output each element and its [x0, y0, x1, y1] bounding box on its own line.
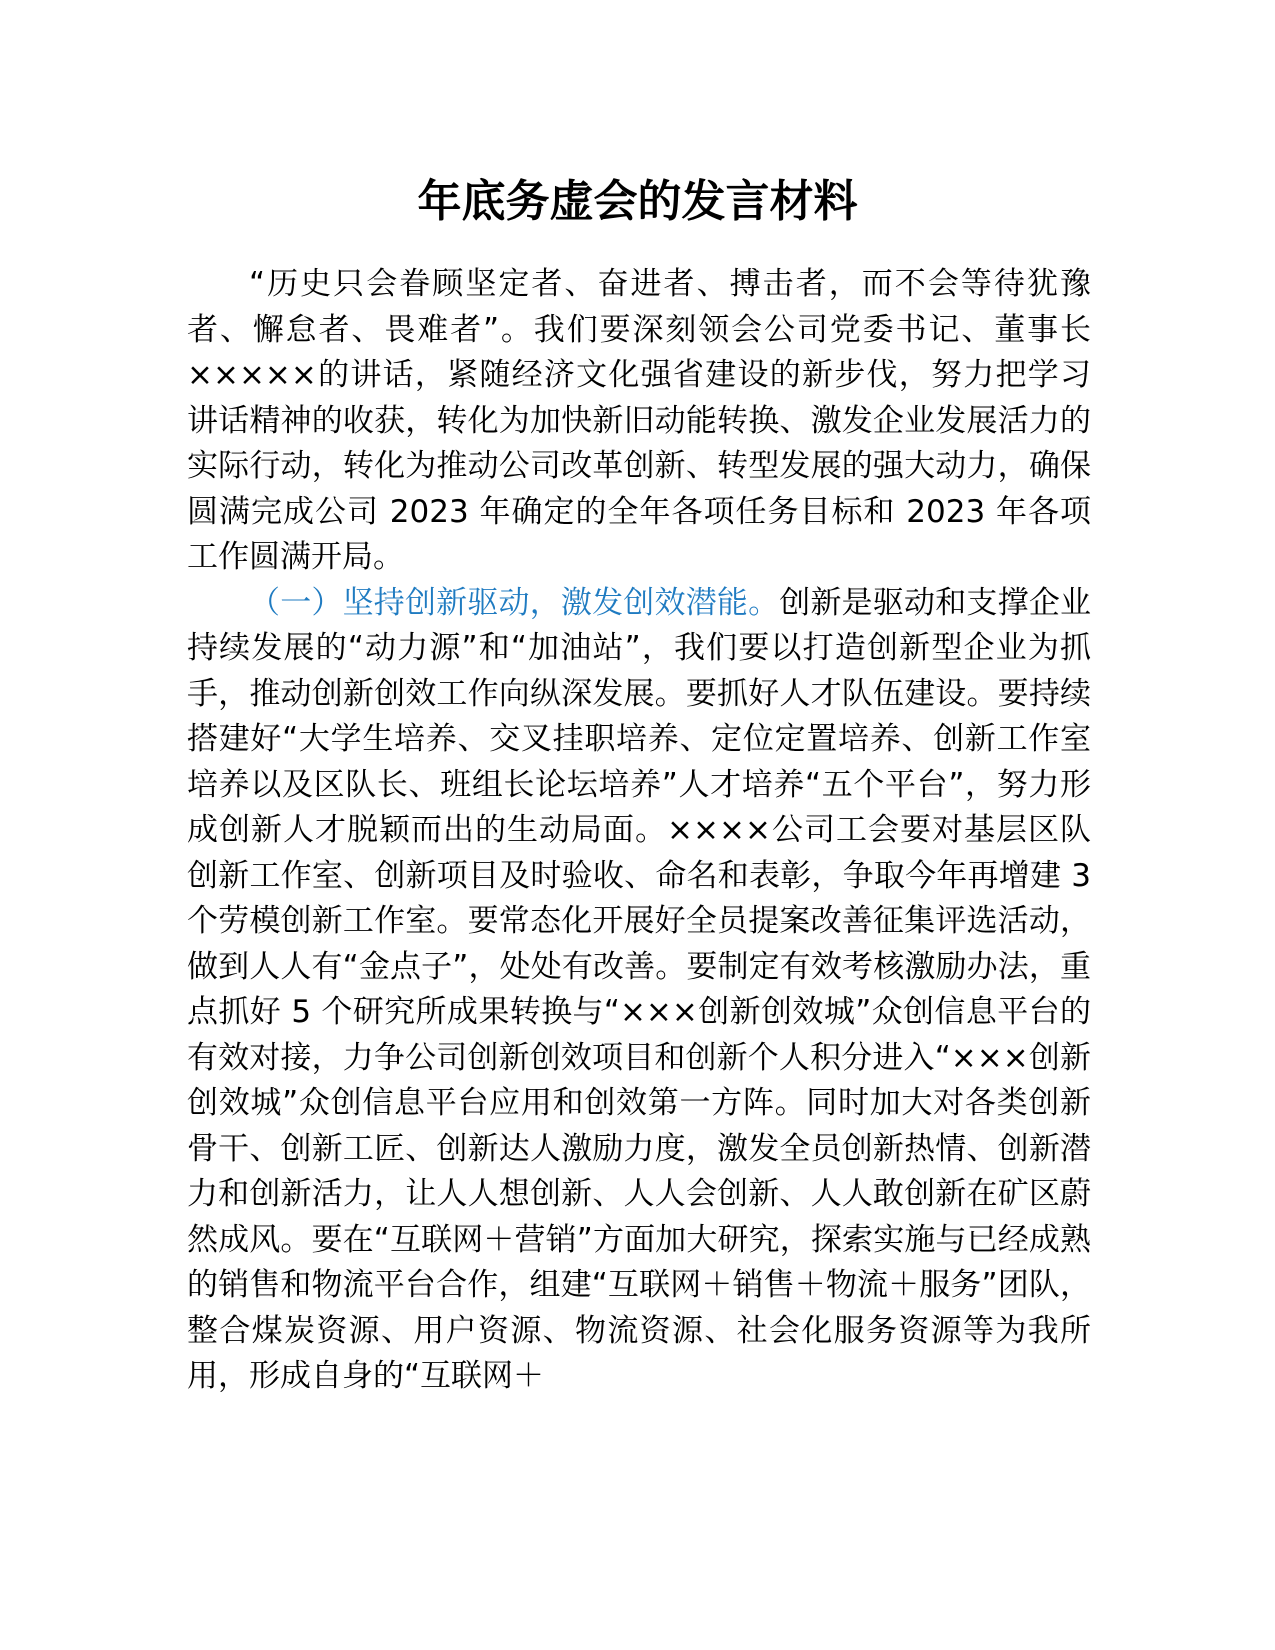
paragraph-intro-text: “历史只会眷顾坚定者、奋进者、搏击者，而不会等待犹豫者、懈怠者、畏难者”。我们要深刻领会公司党委书记、董事长×××××的讲话，紧随经济文化强省建设的新步伐，努力把学习讲话精神的收获，转化为加快新旧动能转换、激发企业发展活力的实际行动，转化为推动公司改革创新、转型发展的强大动力，确保圆满完成公司 2023 年确定的全年各项任务目标和 2023 年各项工作圆满开局。	[187, 266, 1091, 575]
section-1-text: 创新是驱动和支撑企业持续发展的“动力源”和“加油站”，我们要以打造创新型企业为抓手，推动创新创效工作向纵深发展。要抓好人才队伍建设。要持续搭建好“大学生培养、交叉挂职培养、定位定置培养、创新工作室培养以及区队长、班组长论坛培养”人才培养“五个平台”，努力形成创新人才脱颖而出的生动局面。××××公司工会要对基层区队创新工作室、创新项目及时验收、命名和表彰，争取今年再增建 3 个劳模创新工作室。要常态化开展好全员提案改善征集评选活动，做到人人有“金点子”，处处有改善。要制定有效考核激励办法，重点抓好 5 个研究所成果转换与“×××创新创效城”众创信息平台的有效对接，力争公司创新创效项目和创新个人积分进入“×××创新创效城”众创信息平台应用和创效第一方阵。同时加大对各类创新骨干、创新工匠、创新达人激励力度，激发全员创新热情、创新潜力和创新活力，让人人想创新、人人会创新、人人敢创新在矿区蔚然成风。要在“互联网＋营销”方面加大研究，探索实施与已经成熟的销售和物流平台合作，组建“互联网＋销售＋物流＋服务”团队，整合煤炭资源、用户资源、物流资源、社会化服务资源等为我所用，形成自身的“互联网＋	[187, 584, 1092, 1394]
paragraph-intro	[187, 262, 1091, 581]
section-1-heading: （一）坚持创新驱动，激发创效潜能。	[249, 584, 780, 621]
document-title: 年底务虚会的发言材料	[417, 176, 858, 227]
paragraph-section-1	[187, 581, 1091, 1400]
document-body	[187, 262, 1091, 1400]
